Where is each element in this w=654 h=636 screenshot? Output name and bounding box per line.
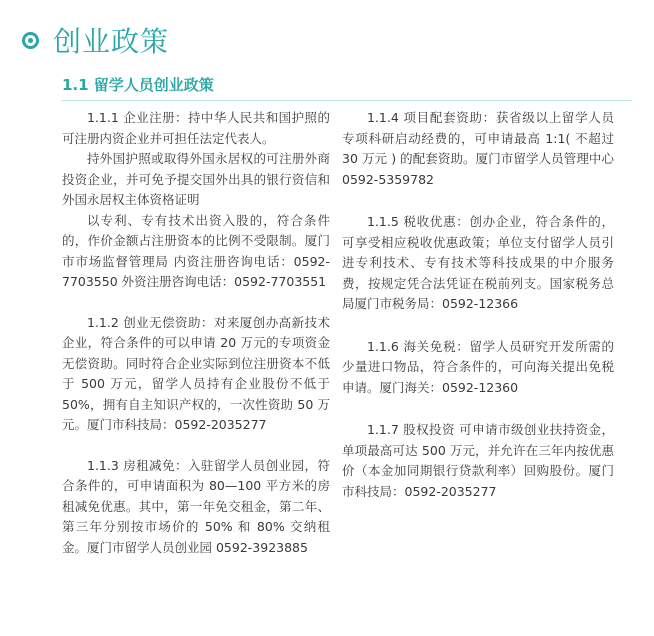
policy-item xyxy=(62,313,330,436)
policy-paragraph: 持外国护照或取得外国永居权的可注册外商投资企业，并可免予提交国外出具的银行资信和外国永居权主体资格证明 xyxy=(62,151,330,207)
policy-paragraph: 以专利、专有技术出资入股的，符合条件的，作价金额占注册资本的比例不受限制。厦门市市场监督管理局 内资注册咨询电话：0592-7703550 外资注册咨询电话：0592-7703551 xyxy=(62,212,330,289)
policy-item xyxy=(342,212,614,315)
policy-paragraph: 1.1.4 项目配套资助：获省级以上留学人员专项科研启动经费的，可申请最高 1:1( 不超过 30 万元 ) 的配套资助。厦门市留学人员管理中心 0592-5359782 xyxy=(342,110,614,187)
title-row xyxy=(22,22,169,58)
policy-paragraph: 1.1.7 股权投资 可申请市级创业扶持资金，单项最高可达 500 万元，并允许在三年内按优惠价（本金加同期银行贷款利率）回购股份。厦门市科技局：0592-2035277 xyxy=(342,422,614,499)
policy-item xyxy=(342,420,614,502)
policy-item xyxy=(62,456,330,559)
policy-item xyxy=(342,108,614,190)
policy-paragraph: 1.1.2 创业无偿资助：对来厦创办高新技术企业，符合条件的可以申请 20 万元的专项资金无偿资助。同时符合企业实际到位注册资本不低于 500 万元，留学人员持有企业股份不低于 50%，拥有自主知识产权的，一次性资助 50 万元。厦门市科技局：0592-2035277 xyxy=(62,314,330,432)
policy-paragraph: 1.1.3 房租减免：入驻留学人员创业园，符合条件的，可申请面积为 80—100 平方米的房租减免优惠。其中，第一年免交租金，第二年、第三年分别按市场价的 50% 和 80% 交纳租金。厦门市留学人员创业园 0592-3923885 xyxy=(62,457,330,555)
right-column xyxy=(342,108,614,524)
policy-paragraph: 1.1.6 海关免税：留学人员研究开发所需的少量进口物品，符合条件的，可向海关提出免税申请。厦门海关：0592-12360 xyxy=(342,338,614,395)
policy-paragraph: 1.1.1 企业注册：持中华人民共和国护照的可注册内资企业并可担任法定代表人。 xyxy=(62,110,330,146)
policy-paragraph: 1.1.5 税收优惠：创办企业，符合条件的，可享受相应税收优惠政策；单位支付留学人员引进专利技术、专有技术等科技成果的中介服务费，按规定凭合法凭证在税前列支。国家税务总局厦门市税务局：0592-12366 xyxy=(342,214,614,311)
section-heading: 1.1 留学人员创业政策 xyxy=(62,74,632,101)
left-column xyxy=(62,108,330,578)
page-title: 创业政策 xyxy=(53,25,170,58)
circle-bullet-icon xyxy=(22,32,39,49)
policy-item xyxy=(342,337,614,399)
policy-item xyxy=(62,108,330,293)
